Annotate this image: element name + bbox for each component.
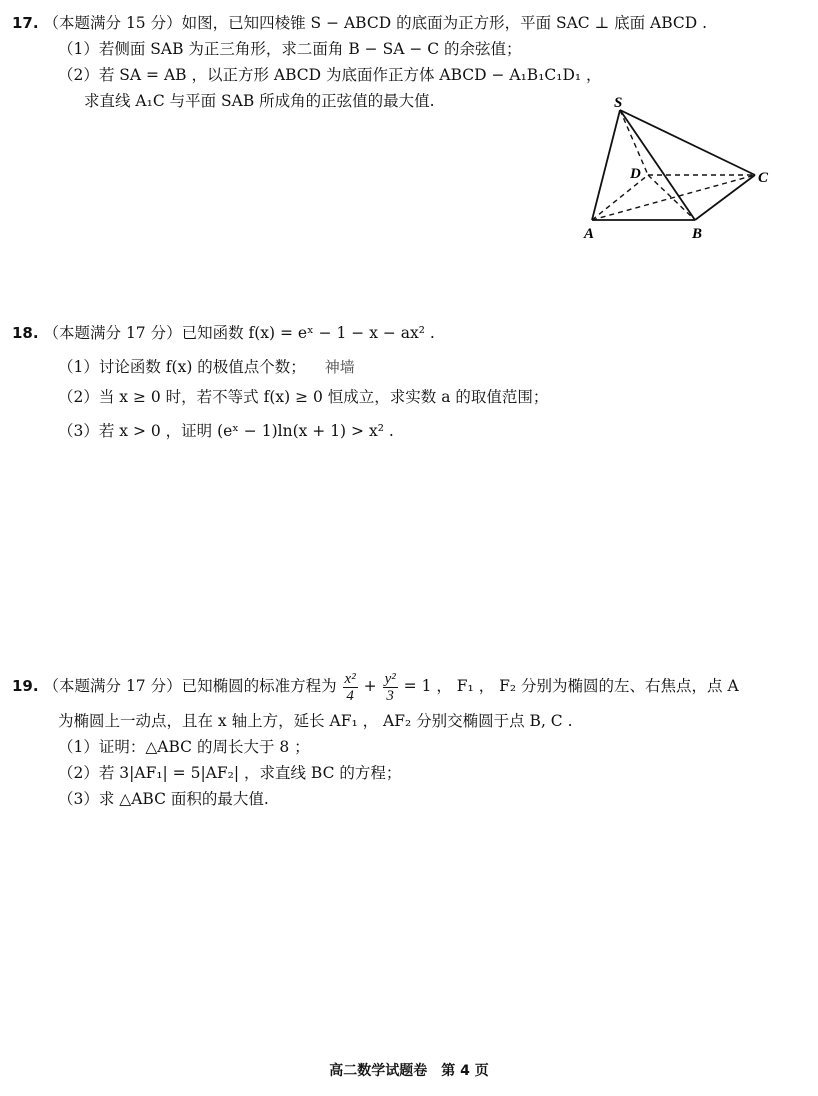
q19-frac1-num: x² xyxy=(344,670,356,687)
q19-frac1 xyxy=(343,671,358,704)
q19-part2: （2）若 3|AF₁| = 5|AF₂| ，求直线 BC 的方程； xyxy=(58,764,402,782)
q17-stem-line xyxy=(12,12,707,34)
q19-frac2-den: 3 xyxy=(386,687,394,704)
q19-number: 19. xyxy=(12,677,39,695)
q18-part2: （2）当 x ≥ 0 时，若不等式 f(x) ≥ 0 恒成立，求实数 a 的取值范围； xyxy=(58,388,549,406)
q19-frac1-den: 4 xyxy=(346,687,354,704)
edge-AC xyxy=(592,175,755,220)
q19-stem-line xyxy=(12,668,739,704)
q19-stem-b: = 1 ， F₁ ， F₂ 分别为椭圆的左、右焦点，点 A xyxy=(403,677,739,695)
q18-part3: （3）若 x > 0 ，证明 (eˣ − 1)ln(x + 1) > x² . xyxy=(58,422,394,440)
q19-stem-a: （本题满分 17 分）已知椭圆的标准方程为 xyxy=(43,677,337,695)
q18-part1: （1）讨论函数 f(x) 的极值点个数； xyxy=(58,358,306,376)
q19-plus: + xyxy=(363,677,377,695)
q17-part2b: 求直线 A₁C 与平面 SAB 所成角的正弦值的最大值. xyxy=(84,92,435,110)
q18-note: 神墙 xyxy=(324,358,355,376)
q19-stem-c: 为椭圆上一动点，且在 x 轴上方，延长 AF₁ ， AF₂ 分别交椭圆于点 B, C . xyxy=(58,712,573,730)
label-A: A xyxy=(584,226,595,242)
q18-number: 18. xyxy=(12,324,39,342)
q18-stem-line xyxy=(12,322,435,344)
q19-part3: （3）求 △ABC 面积的最大值. xyxy=(58,790,269,808)
label-S: S xyxy=(614,95,623,111)
edge-SB xyxy=(620,110,695,220)
q18-part1-line xyxy=(58,356,355,378)
pyramid-figure xyxy=(580,95,780,245)
label-C: C xyxy=(758,170,769,186)
q19-frac2 xyxy=(383,671,398,704)
label-D: D xyxy=(630,166,641,182)
edge-SA xyxy=(592,110,620,220)
q17-number: 17. xyxy=(12,14,39,32)
page-footer: 高二数学试题卷 第 4 页 xyxy=(329,1063,489,1079)
q19-frac2-num: y² xyxy=(384,670,396,687)
edge-BC xyxy=(695,175,755,220)
q17-stem: （本题满分 15 分）如图，已知四棱锥 S − ABCD 的底面为正方形，平面 SAC ⊥ 底面 ABCD . xyxy=(43,14,708,32)
q18-stem: （本题满分 17 分）已知函数 f(x) = eˣ − 1 − x − ax² . xyxy=(43,324,435,342)
q17-part2: （2）若 SA = AB ，以正方形 ABCD 为底面作正方体 ABCD − A₁B₁C₁D₁ ， xyxy=(58,66,602,84)
q17-part1: （1）若侧面 SAB 为正三角形，求二面角 B − SA − C 的余弦值； xyxy=(58,40,522,58)
q19-part1: （1）证明：△ABC 的周长大于 8 ； xyxy=(58,738,310,756)
label-B: B xyxy=(692,226,703,242)
